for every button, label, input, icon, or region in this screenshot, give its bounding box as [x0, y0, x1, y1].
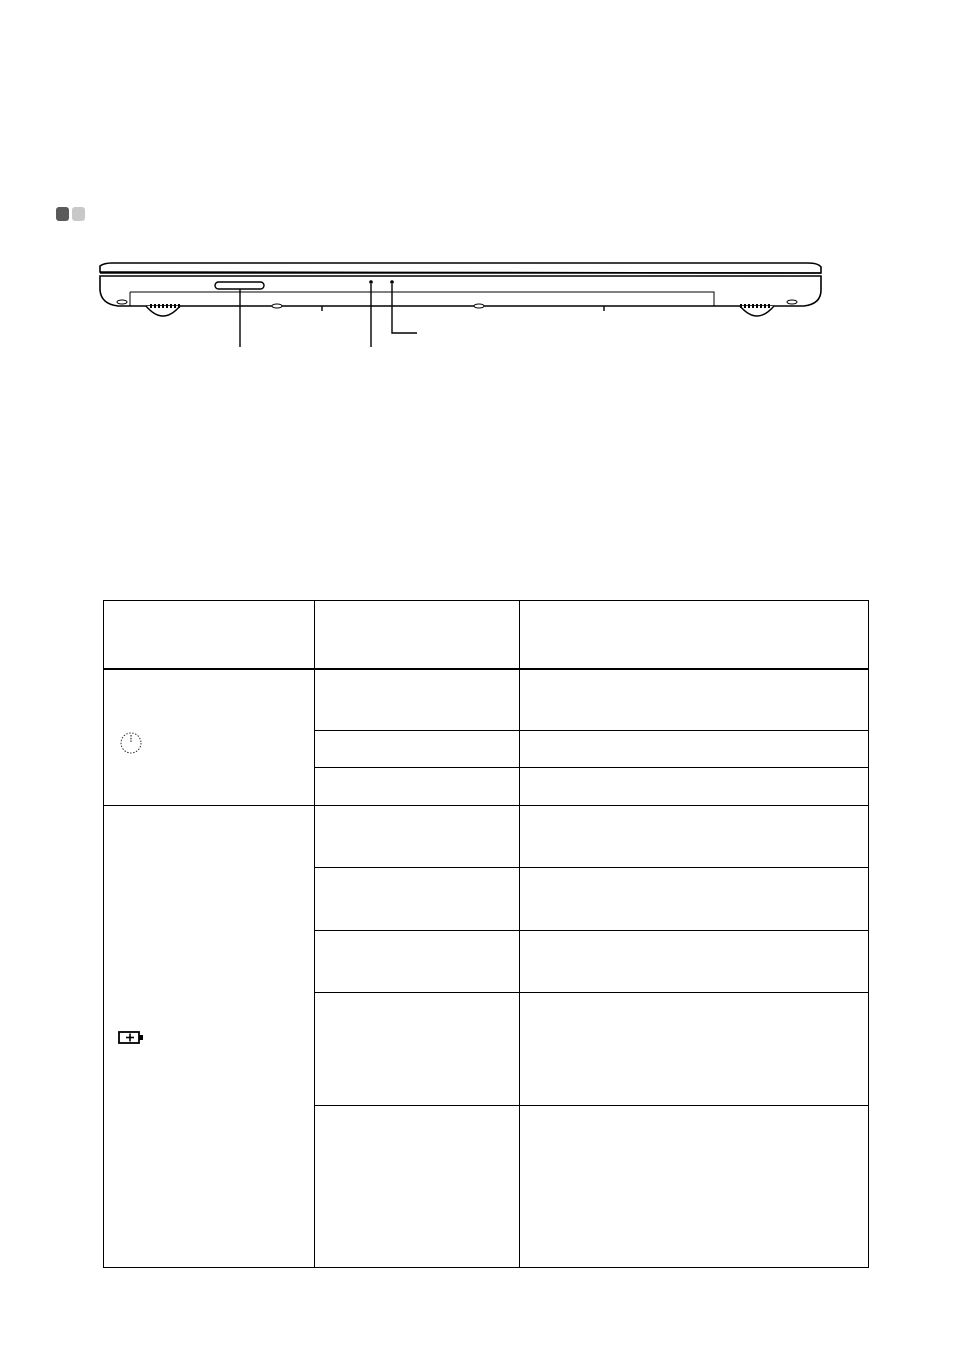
- header-indicator: [104, 601, 315, 669]
- battery-indicator-cell: [104, 806, 315, 1268]
- header-meaning: [520, 601, 869, 669]
- power-indicator-light: [369, 280, 373, 284]
- section-marker-dark-square: [56, 207, 69, 221]
- battery-charging-icon: [118, 1030, 146, 1051]
- battery-indicator-light: [390, 280, 394, 284]
- power-status-2: [315, 731, 520, 768]
- memory-card-slot: [215, 282, 264, 289]
- power-status-icon: [118, 730, 144, 761]
- section-marker-light-square: [72, 207, 85, 221]
- laptop-base: [100, 276, 821, 306]
- laptop-lid: [100, 263, 821, 273]
- power-indicator-cell: [104, 669, 315, 806]
- power-description-3: [520, 768, 869, 806]
- power-status-3: [315, 768, 520, 806]
- battery-description-1: [520, 806, 869, 868]
- battery-status-2: [315, 868, 520, 931]
- battery-status-1: [315, 806, 520, 868]
- power-description-2: [520, 731, 869, 768]
- battery-status-5: [315, 1106, 520, 1268]
- battery-status-3: [315, 931, 520, 993]
- section-marker: [56, 207, 85, 221]
- laptop-front-view-diagram: [0, 255, 954, 355]
- power-status-1: [315, 669, 520, 731]
- battery-status-4: [315, 993, 520, 1106]
- battery-description-2: [520, 868, 869, 931]
- battery-description-3: [520, 931, 869, 993]
- indicator-status-table: [103, 600, 869, 1268]
- header-status: [315, 601, 520, 669]
- battery-description-5: [520, 1106, 869, 1268]
- battery-description-4: [520, 993, 869, 1106]
- power-description-1: [520, 669, 869, 731]
